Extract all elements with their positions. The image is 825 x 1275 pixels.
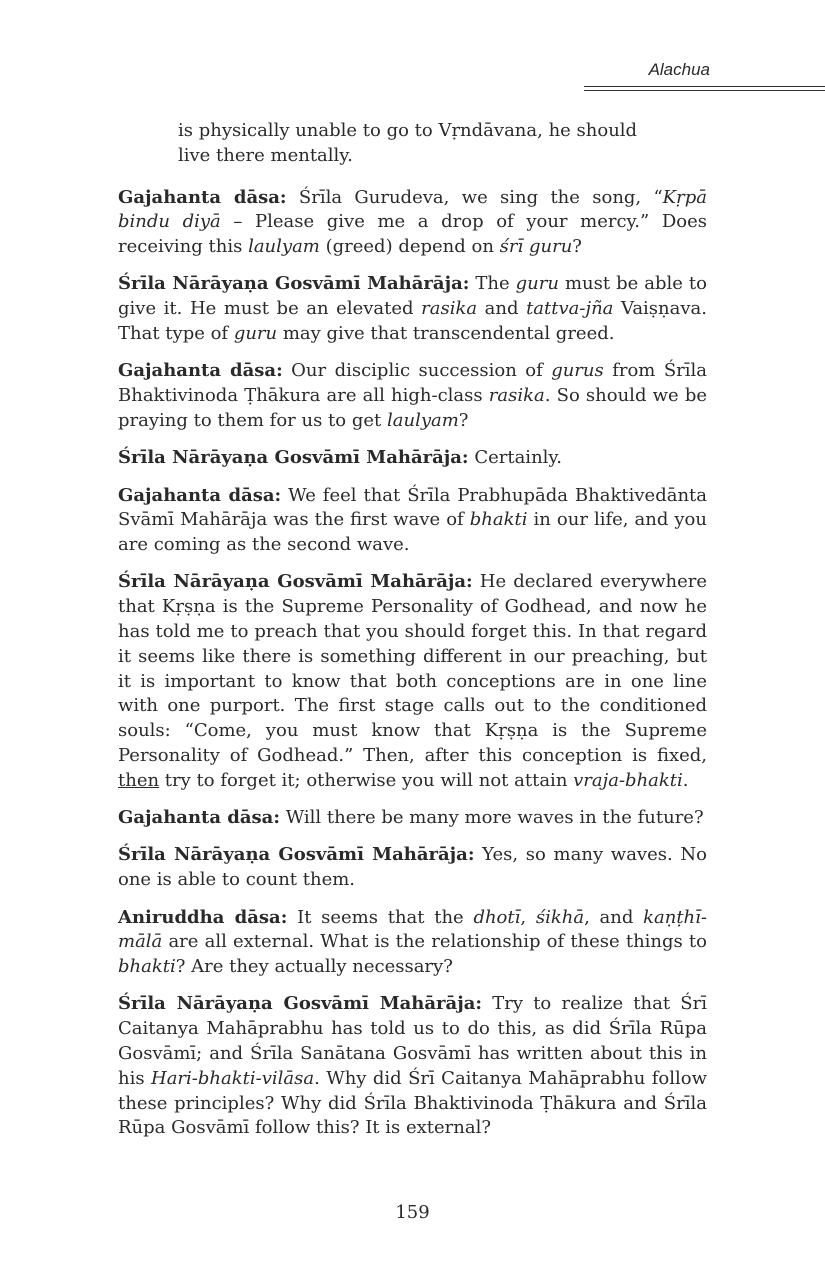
speaker-name: Aniruddha dāsa: (118, 906, 288, 928)
underlined-word: then (118, 769, 160, 791)
dialogue-paragraph-8: Śrīla Nārāyaṇa Gosvāmī Mahārāja: Yes, so many waves. No one is able to count them. (118, 844, 707, 891)
running-header (584, 58, 825, 94)
speaker-name: Gajahanta dāsa: (118, 484, 282, 506)
dialogue-paragraph-1: Gajahanta dāsa: Śrīla Gurudeva, we sing the song, “Kṛpā bindu diyā – Please give me a drop of your mercy.” Does receiving this laulyam (greed) depend on śrī guru? (118, 186, 707, 258)
page-number: 159 (395, 1202, 430, 1223)
speaker-name: Gajahanta dāsa: (118, 360, 283, 382)
dialogue-paragraph-10: Śrīla Nārāyaṇa Gosvāmī Mahārāja: Try to realize that Śrī Caitanya Mahāprabhu has told us to do this, as did Śrīla Rūpa Gosvāmī; and Śrīla Sanātana Gosvāmī has written about this in his Hari-bhakti-vilāsa. Why did Śrī Caitanya Mahāprabhu follow these principles? Why did Śrīla Bhaktivinoda Ṭhākura and Śrīla Rūpa Gosvāmī follow this? It is external? (118, 993, 708, 1139)
speaker-name: Śrīla Nārāyaṇa Gosvāmī Mahārāja: (118, 447, 469, 469)
speaker-name: Gajahanta dāsa: (118, 807, 280, 829)
continued-paragraph: is physically unable to go to Vṛndāvana, he should live there mentally. (178, 120, 638, 166)
dialogue-paragraph-3: Gajahanta dāsa: Our disciplic succession of gurus from Śrīla Bhaktivinoda Ṭhākura are all high-class rasika. So should we be praying to them for us to get laulyam? (118, 360, 707, 431)
dialogue-paragraph-2: Śrīla Nārāyaṇa Gosvāmī Mahārāja: The guru must be able to give it. He must be an elevated rasika and tattva-jña Vaiṣṇava. That type of guru may give that transcendental greed. (118, 273, 707, 345)
running-header-title: Alachua (648, 60, 710, 79)
header-rule-thick (584, 86, 825, 87)
speaker-name: Śrīla Nārāyaṇa Gosvāmī Mahārāja: (118, 273, 470, 295)
speaker-name: Śrīla Nārāyaṇa Gosvāmī Mahārāja: (118, 571, 473, 593)
header-rule-thin (584, 90, 825, 91)
speaker-name: Gajahanta dāsa: (118, 186, 287, 208)
speaker-name: Śrīla Nārāyaṇa Gosvāmī Mahārāja: (118, 993, 483, 1015)
speaker-name: Śrīla Nārāyaṇa Gosvāmī Mahārāja: (118, 844, 475, 866)
dialogue-paragraph-6: Śrīla Nārāyaṇa Gosvāmī Mahārāja: He declared everywhere that Kṛṣṇa is the Supreme Personality of Godhead, and now he has told me to preach that you should forget this. In that regard it seems like there is something different in our preaching, but it is important to know that both conceptions are in one line with one purport. The first stage calls out to the conditioned souls: “Come, you must know that Kṛṣṇa is the Supreme Personality of Godhead.” Then, after this conception is fixed, then try to forget it; otherwise you will not attain vraja-bhakti. (118, 571, 707, 791)
dialogue-paragraph-7: Gajahanta dāsa: Will there be many more waves in the future? (118, 807, 704, 829)
dialogue-paragraph-5: Gajahanta dāsa: We feel that Śrīla Prabhupāda Bhaktivedānta Svāmī Mahārāja was the first wave of bhakti in our life, and you are coming as the second wave. (118, 484, 708, 556)
dialogue-paragraph-4: Śrīla Nārāyaṇa Gosvāmī Mahārāja: Certainly. (118, 447, 562, 469)
page-body (118, 119, 707, 1154)
dialogue-paragraph-9: Aniruddha dāsa: It seems that the dhotī, śikhā, and kaṇṭhī-mālā are all external. What is the relationship of these things to bhakti? Are they actually necessary? (118, 906, 707, 978)
